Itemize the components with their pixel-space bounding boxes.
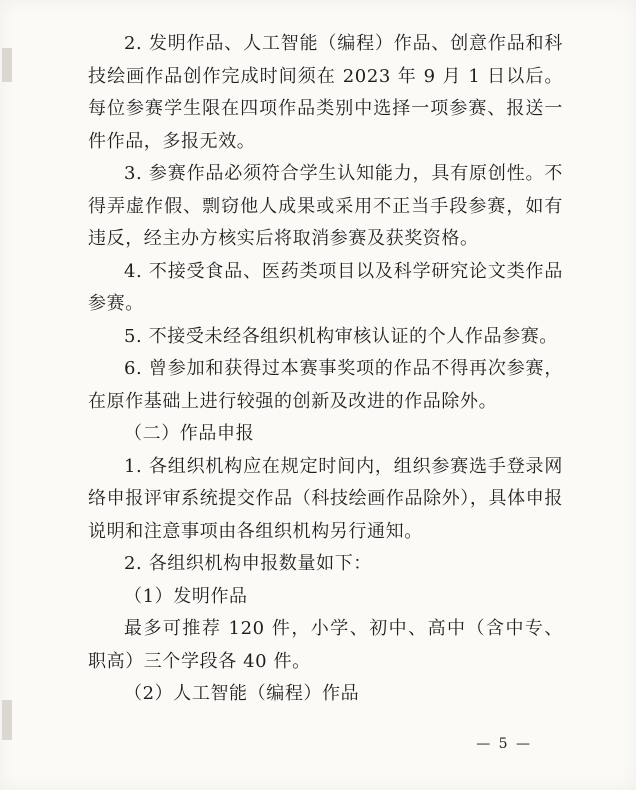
page-number: — 5 — xyxy=(476,736,532,752)
paragraph-creation-time: 2. 发明作品、人工智能（编程）作品、创意作品和科技绘画作品创作完成时间须在 2023 年 9 月 1 日以后。每位参赛学生限在四项作品类别中选择一项参赛、报送一件作品，多报无效。 xyxy=(88,33,564,152)
subheading-ai-works: （2）人工智能（编程）作品 xyxy=(124,683,360,704)
binding-hole-mark xyxy=(2,48,12,82)
paragraph-individual-works: 5. 不接受未经各组织机构审核认证的个人作品参赛。 xyxy=(124,325,558,347)
binding-hole-mark xyxy=(2,700,12,740)
subheading-invention-works: （1）发明作品 xyxy=(124,585,248,607)
section-heading-submission: （二）作品申报 xyxy=(124,423,255,444)
paragraph-invention-quota: 最多可推荐 120 件，小学、初中、高中（含中专、职高）三个学段各 40 件。 xyxy=(88,618,563,672)
document-body xyxy=(88,28,563,711)
paragraph-submission-process: 1. 各组织机构应在规定时间内，组织参赛选手登录网络申报评审系统提交作品（科技绘画作品除外），具体申报说明和注意事项由各组织机构另行通知。 xyxy=(88,455,563,542)
paragraph-excluded-categories: 4. 不接受食品、医药类项目以及科学研究论文类作品参赛。 xyxy=(88,260,563,314)
paragraph-previous-awards: 6. 曾参加和获得过本赛事奖项的作品不得再次参赛，在原作基础上进行较强的创新及改进的作品除外。 xyxy=(88,358,563,412)
paragraph-originality: 3. 参赛作品必须符合学生认知能力，具有原创性。不得弄虚作假、剽窃他人成果或采用不正当手段参赛，如有违反，经主办方核实后将取消参赛及获奖资格。 xyxy=(88,163,563,249)
paragraph-quota-intro: 2. 各组织机构申报数量如下： xyxy=(124,553,372,574)
